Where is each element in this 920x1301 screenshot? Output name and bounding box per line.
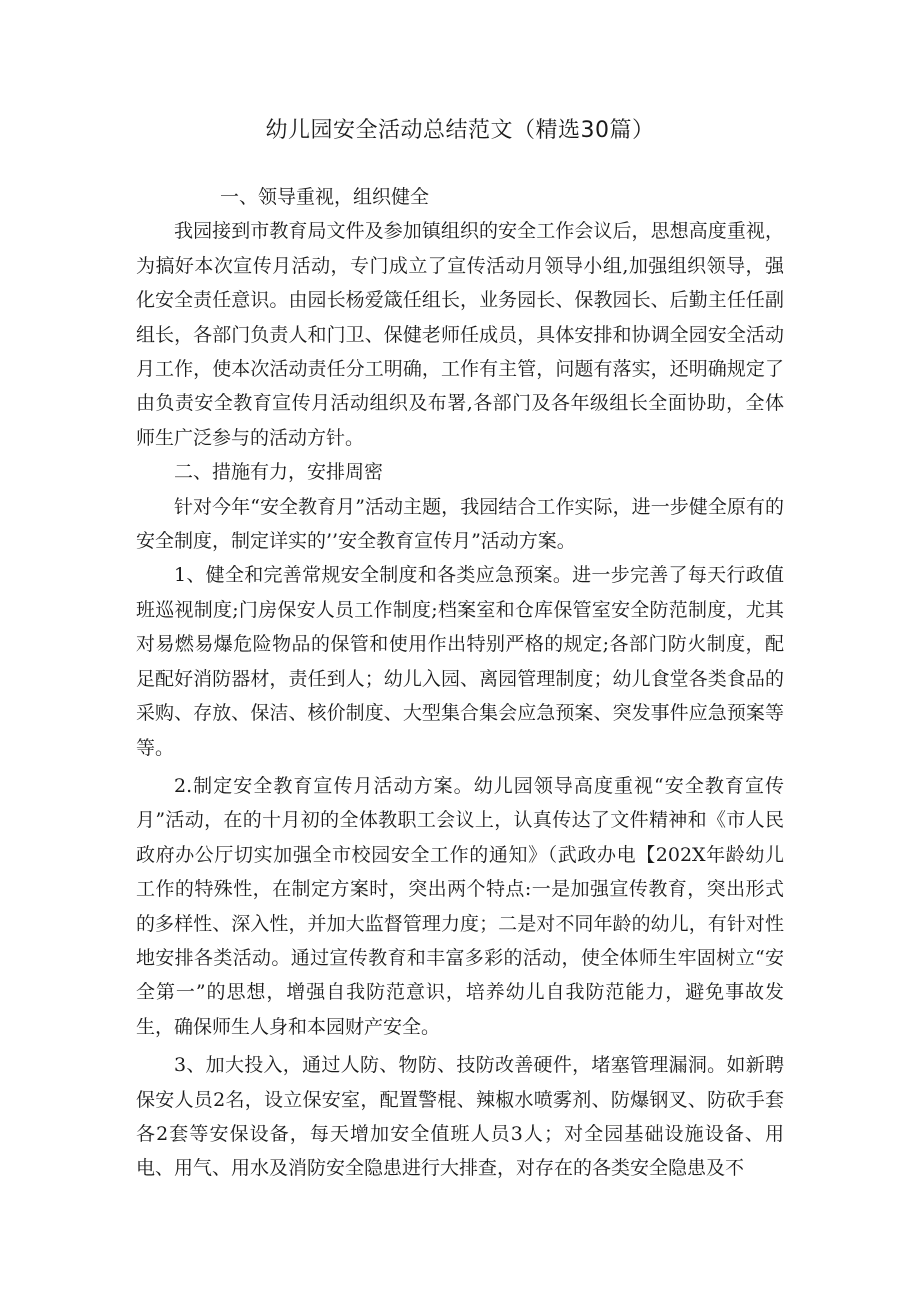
- paragraph-2-4: 3、加大投入，通过人防、物防、技防改善硬件，堵塞管理漏洞。如新聘保安人员2名，设立保安室，配置警棍、辣椒水喷雾剂、防爆钢叉、防砍手套各2套等安保设备，每天增加安全值班人员3人；对全园基础设施设备、用电、用气、用水及消防安全隐患进行大排查，对存在的各类安全隐患及不: [136, 1054, 784, 1180]
- document-body: [136, 180, 784, 1186]
- paragraph-2-3: 2.制定安全教育宣传月活动方案。幼儿园领导高度重视“安全教育宣传月”活动，在的十月初的全体教职工会议上，认真传达了文件精神和《市人民政府办公厅切实加强全市校园安全工作的通知》（武政办电【202X年龄幼儿工作的特殊性，在制定方案时，突出两个特点:一是加强宣传教育，突出形式的多样性、深入性，并加大监督管理力度；二是对不同年龄的幼儿，有针对性地安排各类活动。通过宣传教育和丰富多彩的活动，使全体师生牢固树立“安全第一”的思想，增强自我防范意识，培养幼儿自我防范能力，避免事故发生，确保师生人身和本园财产安全。: [136, 774, 784, 1038]
- section-heading-2: 二、措施有力，安排周密: [174, 461, 384, 484]
- paragraph-1-1: 我园接到市教育局文件及参加镇组织的安全工作会议后，思想高度重视，为搞好本次宣传月活动，专门成立了宣传活动月领导小组,加强组织领导，强化安全责任意识。由园长杨爱箴任组长，业务园长、保教园长、后勤主任任副组长，各部门负责人和门卫、保健老师任成员，具体安排和协调全园安全活动月工作，使本次活动责任分工明确，工作有主管，问题有落实，还明确规定了由负责安全教育宣传月活动组织及布署,各部门及各年级组长全面协助，全体师生广泛参与的活动方针。: [136, 220, 784, 449]
- document-title: 幼儿园安全活动总结范文（精选30篇）: [265, 118, 655, 143]
- section-heading-1: 一、领导重视，组织健全: [220, 186, 430, 208]
- paragraph-2-2: 1、健全和完善常规安全制度和各类应急预案。进一步完善了每天行政值班巡视制度;门房保安人员工作制度;档案室和仓库保管室安全防范制度，尤其对易燃易爆危险物品的保管和使用作出特别严格的规定;各部门防火制度，配足配好消防器材，责任到人；幼儿入园、离园管理制度；幼儿食堂各类食品的采购、存放、保洁、核价制度、大型集合集会应急预案、突发事件应急预案等等。: [136, 564, 784, 759]
- paragraph-2-1: 针对今年“安全教育月”活动主题，我园结合工作实际，进一步健全原有的安全制度，制定详实的’’安全教育宣传月”活动方案。: [136, 495, 784, 553]
